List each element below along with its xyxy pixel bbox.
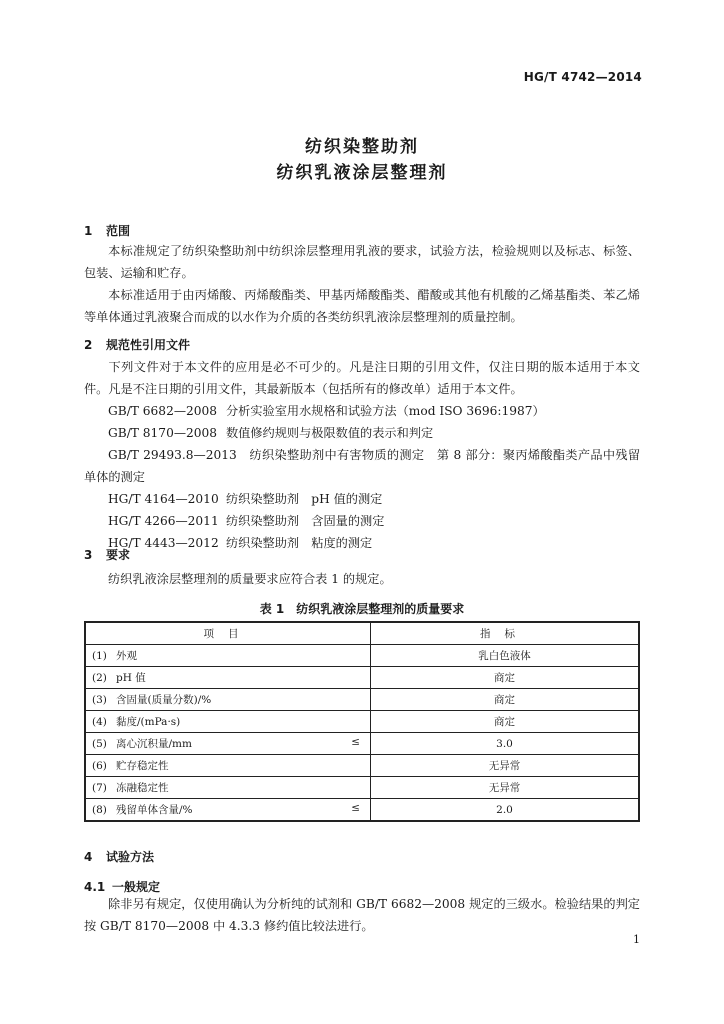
reference-code: GB/T 29493.8—2013: [108, 448, 237, 462]
section-title: 范围: [106, 224, 131, 238]
row-index: (3): [92, 694, 107, 706]
reference-item: [108, 422, 433, 444]
reference-item: [108, 510, 384, 532]
table-caption: 表 1 纺织乳液涂层整理剂的质量要求: [259, 602, 465, 616]
reference-item: [108, 488, 382, 510]
value-cell: 3.0: [371, 733, 640, 755]
page-number: 1: [633, 933, 640, 946]
value-cell: 2.0: [371, 799, 640, 822]
reference-code: GB/T 8170—2008: [108, 426, 218, 440]
reference-title: 数值修约规则与极限数值的表示和判定: [226, 426, 434, 440]
section-title: 要求: [106, 548, 131, 562]
requirements-table: [84, 621, 640, 822]
reference-code: HG/T 4443—2012: [108, 536, 219, 550]
row-item: 残留单体含量/%: [116, 804, 193, 816]
comparison-symbol: ≤: [351, 802, 360, 814]
item-cell: [85, 645, 371, 667]
reference-title: 纺织染整助剂 粘度的测定: [226, 536, 373, 550]
row-item: 含固量(质量分数)/%: [116, 694, 212, 706]
value-cell: 无异常: [371, 755, 640, 777]
document-code: HG/T 4742—2014: [523, 70, 642, 84]
table-row: [85, 733, 639, 755]
item-cell: [85, 799, 371, 822]
reference-code: HG/T 4266—2011: [108, 514, 219, 528]
header-value: 指标: [371, 622, 640, 645]
comparison-symbol: ≤: [351, 736, 360, 748]
table-row: [85, 777, 639, 799]
document-title-main: 纺织染整助剂: [305, 137, 419, 157]
table-row: [85, 667, 639, 689]
table-row: [85, 799, 639, 822]
table-row: [85, 645, 639, 667]
paragraph-text: 本标准适用于由丙烯酸、丙烯酸酯类、甲基丙烯酸酯类、醋酸或其他有机酸的乙烯基酯类、苯乙烯等单体通过乳液聚合而成的以水作为介质的各类纺织乳液涂层整理剂的质量控制。: [84, 288, 640, 324]
paragraph-text: 除非另有规定，仅使用确认为分析纯的试剂和 GB/T 6682—2008 规定的三级水。检验结果的判定按 GB/T 8170—2008 中 4.3.3 修约值比较法进行。: [84, 897, 640, 933]
section-heading-test-methods: [84, 848, 154, 865]
section-number: 4.1: [84, 880, 106, 894]
value-cell: 商定: [371, 711, 640, 733]
section-number: 3: [84, 548, 93, 562]
row-index: (6): [92, 760, 107, 772]
item-cell: [85, 711, 371, 733]
section-heading-requirements: [84, 546, 130, 563]
reference-title: 纺织染整助剂 pH 值的测定: [226, 492, 383, 506]
header-item: 项目: [85, 622, 371, 645]
item-cell: [85, 777, 371, 799]
row-index: (4): [92, 716, 107, 728]
section-title: 一般规定: [112, 880, 161, 894]
row-index: (5): [92, 738, 107, 750]
reference-item-wrapped: [84, 444, 640, 488]
section-heading-scope: [84, 222, 130, 239]
document-title-sub: 纺织乳液涂层整理剂: [276, 163, 448, 183]
row-index: (1): [92, 650, 107, 662]
reference-title: 纺织染整助剂中有害物质的测定 第 8 部分：聚丙烯酸酯类产品中残留单体的测定: [84, 448, 641, 484]
title-block: [0, 134, 724, 186]
paragraph-text: 下列文件对于本文件的应用是必不可少的。凡是注日期的引用文件，仅注日期的版本适用于本文件。凡是不注日期的引用文件，其最新版本（包括所有的修改单）适用于本文件。: [84, 360, 640, 396]
section-title: 试验方法: [106, 850, 155, 864]
scope-paragraph-1: [84, 240, 640, 284]
reference-item: [108, 400, 545, 422]
table-header-row: [85, 622, 639, 645]
reference-title: 分析实验室用水规格和试验方法（mod ISO 3696:1987）: [226, 404, 545, 418]
section-title: 规范性引用文件: [106, 338, 191, 352]
value-cell: 无异常: [371, 777, 640, 799]
row-item: pH 值: [116, 672, 146, 684]
row-item: 黏度/(mPa·s): [116, 716, 181, 728]
reference-title: 纺织染整助剂 含固量的测定: [226, 514, 385, 528]
row-item: 贮存稳定性: [116, 760, 169, 772]
row-index: (2): [92, 672, 107, 684]
row-index: (8): [92, 804, 107, 816]
paragraph-text: 纺织乳液涂层整理剂的质量要求应符合表 1 的规定。: [108, 572, 392, 586]
reference-code: HG/T 4164—2010: [108, 492, 219, 506]
value-cell: 商定: [371, 667, 640, 689]
value-cell: 乳白色液体: [371, 645, 640, 667]
value-cell: 商定: [371, 689, 640, 711]
scope-paragraph-2: [84, 284, 640, 328]
requirements-paragraph: [84, 568, 640, 590]
item-cell: [85, 755, 371, 777]
table-row: [85, 689, 639, 711]
table-row: [85, 755, 639, 777]
reference-code: GB/T 6682—2008: [108, 404, 218, 418]
item-cell: [85, 667, 371, 689]
row-item: 外观: [116, 650, 137, 662]
section-number: 4: [84, 850, 93, 864]
paragraph-text: 本标准规定了纺织染整助剂中纺织涂层整理用乳液的要求，试验方法，检验规则以及标志、标签、包装、运输和贮存。: [84, 244, 640, 280]
section-number: 1: [84, 224, 93, 238]
section-number: 2: [84, 338, 93, 352]
reference-item: [108, 532, 372, 554]
general-rules-paragraph: [84, 893, 640, 937]
table-row: [85, 711, 639, 733]
row-index: (7): [92, 782, 107, 794]
section-heading-normative-references: [84, 336, 190, 353]
row-item: 冻融稳定性: [116, 782, 169, 794]
item-cell: [85, 689, 371, 711]
references-intro-paragraph: [84, 356, 640, 400]
item-cell: [85, 733, 371, 755]
row-item: 离心沉积量/mm: [116, 738, 192, 750]
